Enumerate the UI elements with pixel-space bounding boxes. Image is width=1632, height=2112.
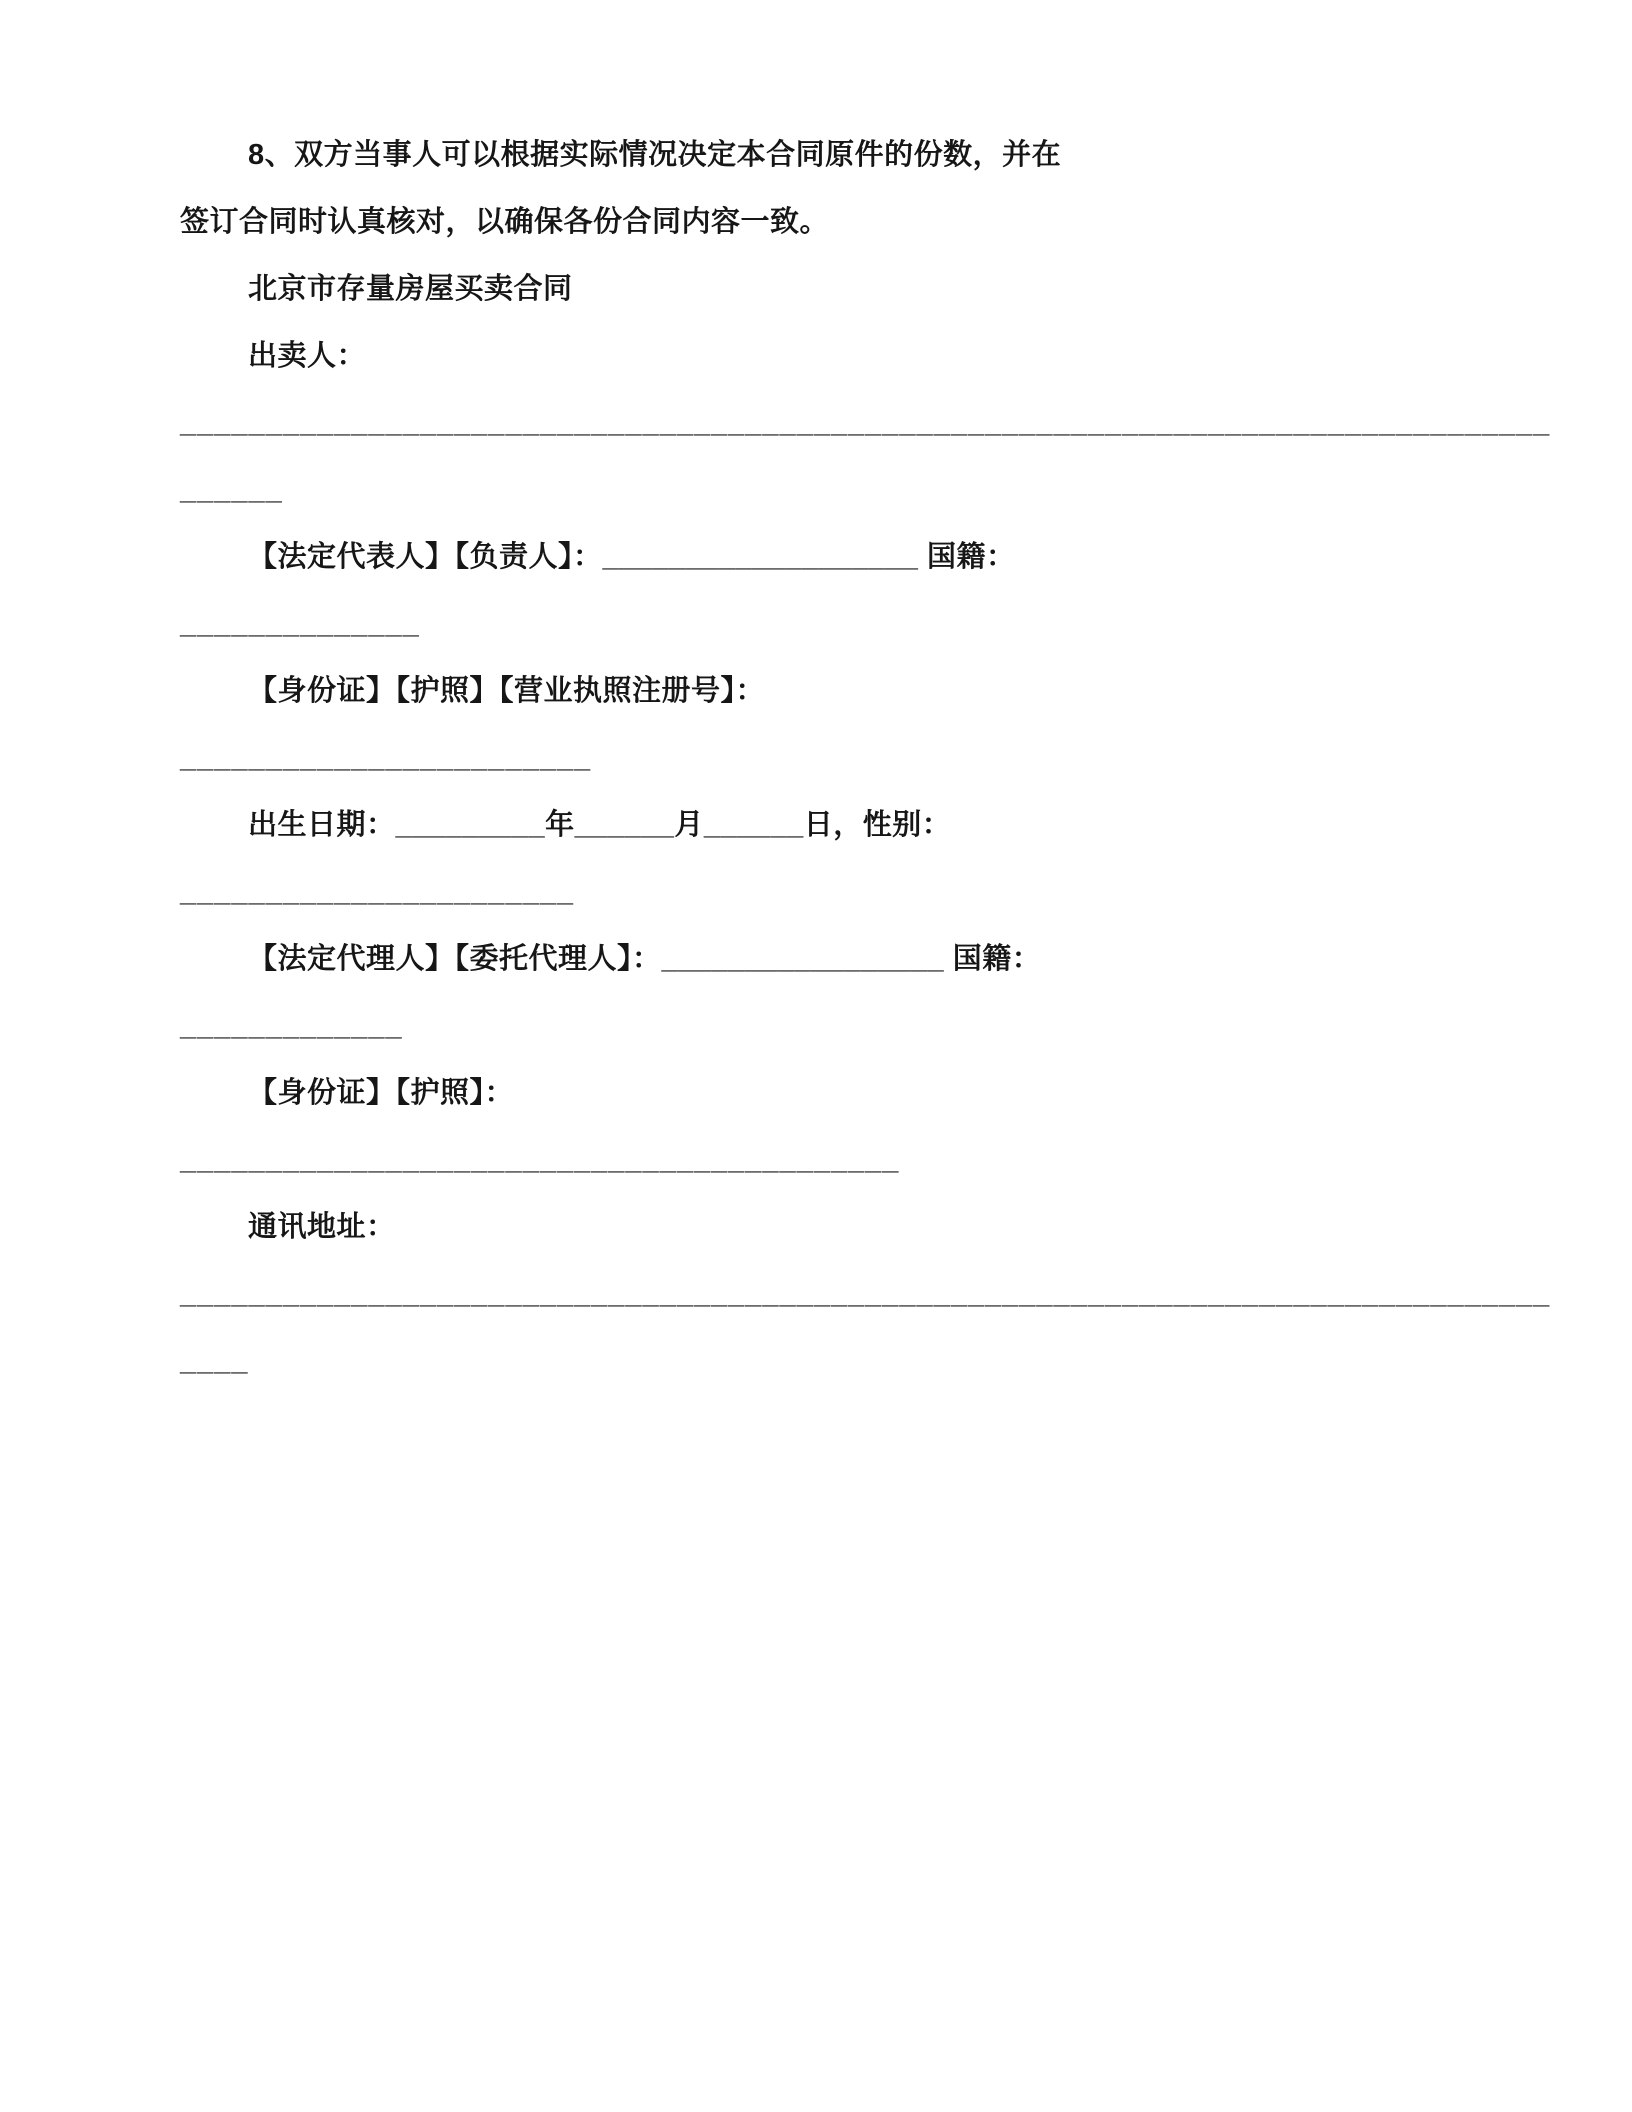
legal-agent-line: 【法定代理人】【委托代理人】：_________________ 国籍： (248, 943, 1042, 975)
fill-in-blank-line: _______________________ (180, 876, 574, 908)
fill-in-blank-line: ________________________ (180, 742, 592, 774)
legal-representative-line: 【法定代表人】【负责人】：___________________ 国籍： (248, 541, 1016, 573)
fill-in-blank-line: __________________________________________ (180, 1144, 900, 1176)
paragraph-line: 签订合同时认真核对，以确保各份合同内容一致。 (180, 206, 830, 238)
id-passport-license-label: 【身份证】【护照】【营业执照注册号】： (248, 675, 766, 707)
paragraph-line: 8、双方当事人可以根据实际情况决定本合同原件的份数，并在 (248, 139, 1062, 171)
fill-in-blank-line: ________________________________________________________________________________ (180, 1278, 1551, 1310)
document-title: 北京市存量房屋买卖合同 (248, 273, 573, 305)
fill-in-blank-line: ____ (180, 1345, 249, 1377)
fill-in-blank-line: ______ (180, 474, 283, 506)
birth-date-line: 出生日期：_________年______月______日，性别： (248, 809, 952, 841)
fill-in-blank-line: ______________ (180, 608, 420, 640)
id-passport-label: 【身份证】【护照】： (248, 1077, 515, 1109)
fill-in-blank-line: _____________ (180, 1010, 403, 1042)
fill-in-blank-line: ________________________________________________________________________________ (180, 407, 1551, 439)
seller-label: 出卖人： (248, 340, 367, 372)
mailing-address-label: 通讯地址： (248, 1211, 396, 1243)
